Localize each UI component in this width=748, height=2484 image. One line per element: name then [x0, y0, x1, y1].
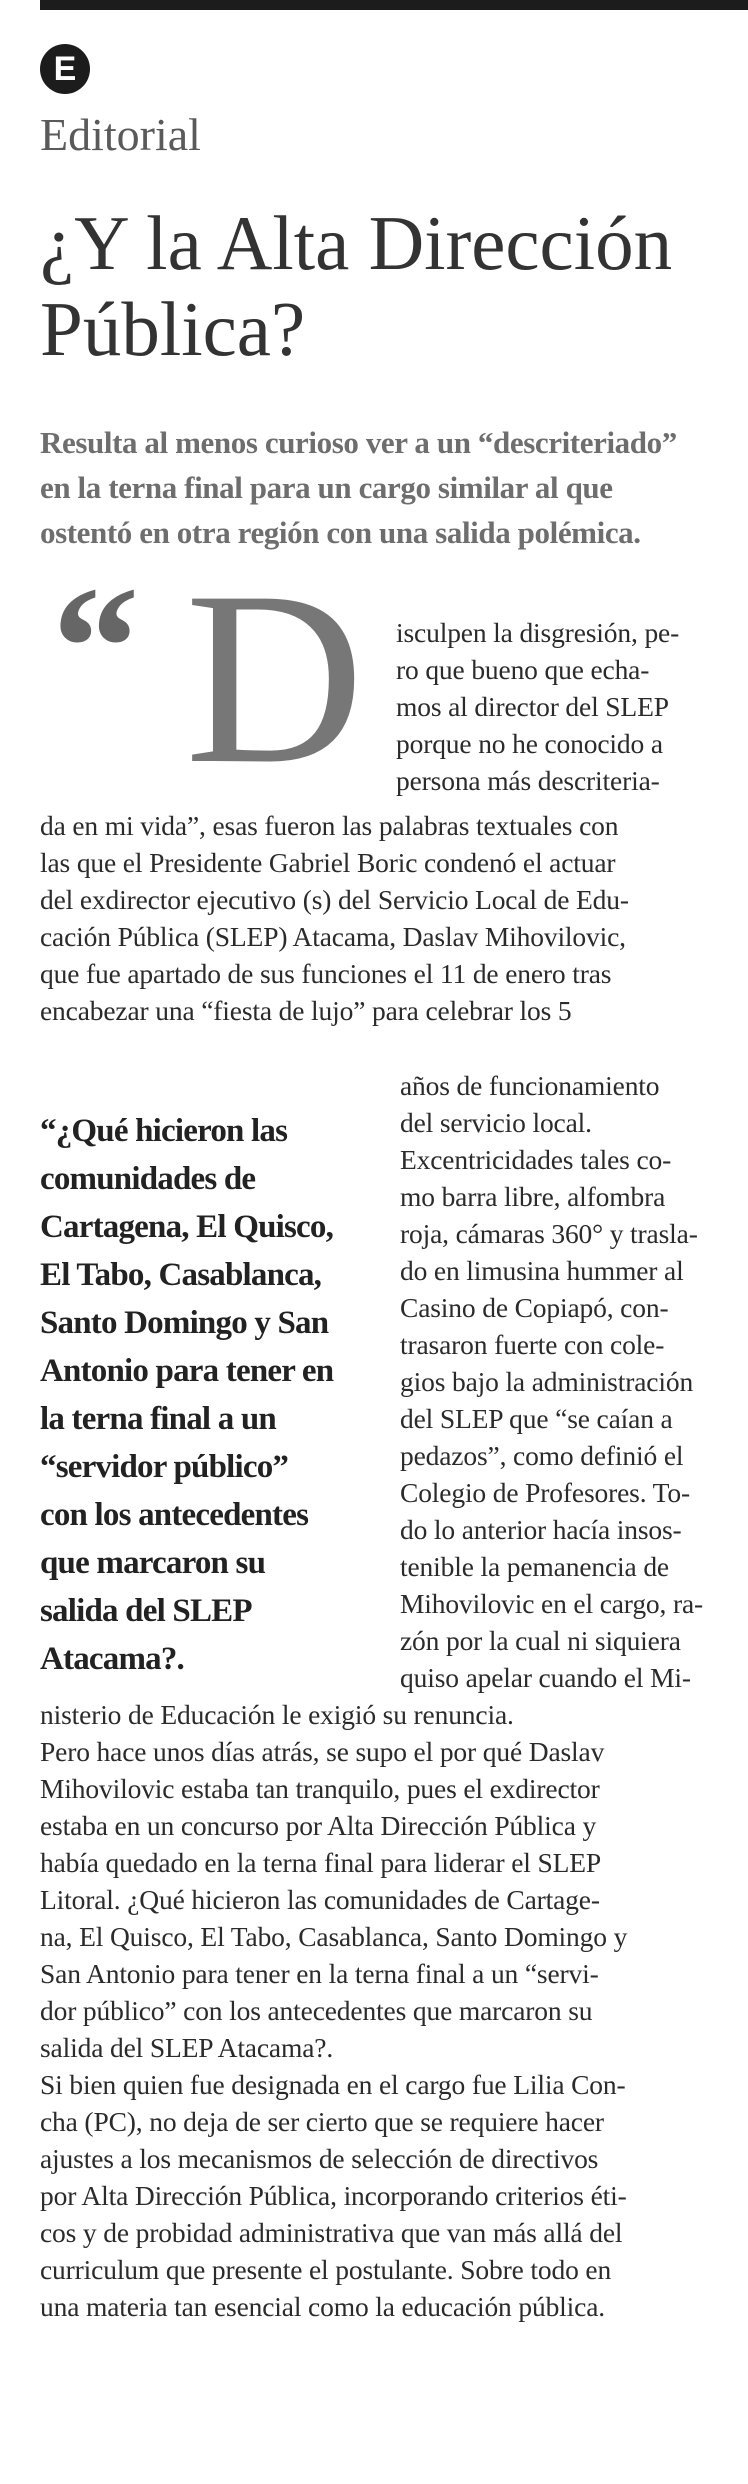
body-line: trasaron fuerte con cole- — [400, 1329, 665, 1360]
body-line: encabezar una “fiesta de lujo” para celebrar los 5 — [40, 995, 572, 1026]
body-block-1 — [40, 807, 748, 1029]
pull-quote-line: con los antecedentes — [40, 1497, 309, 1533]
pull-quote-line: El Tabo, Casablanca, — [40, 1257, 322, 1293]
body-line: mo barra libre, alfombra — [400, 1181, 666, 1212]
pull-quote-line: Santo Domingo y San — [40, 1305, 329, 1341]
opening-quote-mark: “ — [52, 550, 140, 744]
body-line: zón por la cual ni siquiera — [400, 1625, 681, 1656]
body-line: del exdirector ejecutivo (s) del Servicio Local de Edu- — [40, 884, 629, 915]
body-line: da en mi vida”, esas fueron las palabras textuales con — [40, 810, 619, 841]
body-line: cación Pública (SLEP) Atacama, Daslav Mihovilovic, — [40, 921, 626, 952]
pull-quote-line: Antonio para tener en — [40, 1353, 334, 1389]
headline — [40, 200, 720, 372]
body-line: mos al director del SLEP — [396, 691, 669, 722]
body-line: ajustes a los mecanismos de selección de directivos — [40, 2143, 599, 2174]
body-line: Litoral. ¿Qué hicieron las comunidades de Cartage- — [40, 1884, 600, 1915]
body-line: curriculum que presente el postulante. Sobre todo en — [40, 2254, 612, 2285]
lead-line: en la terna final para un cargo similar al que — [40, 470, 613, 505]
body-block-2 — [40, 1696, 748, 2325]
body-line: ro que bueno que echa- — [396, 654, 650, 685]
pull-quote-line: Cartagena, El Quisco, — [40, 1209, 334, 1245]
body-line: Casino de Copiapó, con- — [400, 1292, 669, 1323]
body-line: salida del SLEP Atacama?. — [40, 2032, 334, 2063]
body-line: porque no he conocido a — [396, 728, 663, 759]
body-line: roja, cámaras 360° y trasla- — [400, 1218, 698, 1249]
body-line: años de funcionamiento — [400, 1070, 660, 1101]
body-line: Si bien quien fue designada en el cargo fue Lilia Con- — [40, 2069, 626, 2100]
pull-quote-line: que marcaron su — [40, 1545, 266, 1581]
lead-line: ostentó en otra región con una salida polémica. — [40, 515, 641, 550]
body-line: Colegio de Profesores. To- — [400, 1477, 691, 1508]
body-line: había quedado en la terna final para liderar el SLEP — [40, 1847, 602, 1878]
drop-cap: D — [185, 540, 365, 815]
body-line: quiso apelar cuando el Mi- — [400, 1662, 691, 1693]
body-line: San Antonio para tener en la terna final a un “servi- — [40, 1958, 599, 1989]
body-line: Excentricidades tales co- — [400, 1144, 672, 1175]
body-line: una materia tan esencial como la educación pública. — [40, 2291, 606, 2322]
pull-quote-line: Atacama?. — [40, 1641, 185, 1677]
intro-text — [396, 614, 746, 799]
pull-quote — [40, 1107, 380, 1683]
body-line: Mihovilovic en el cargo, ra- — [400, 1588, 704, 1619]
pull-quote-line: “servidor público” — [40, 1449, 289, 1485]
body-line: las que el Presidente Gabriel Boric condenó el actuar — [40, 847, 616, 878]
section-label: Editorial — [40, 109, 201, 160]
pull-quote-line: salida del SLEP — [40, 1593, 252, 1629]
body-line: Mihovilovic estaba tan tranquilo, pues el exdirector — [40, 1773, 600, 1804]
pull-quote-line: “¿Qué hicieron las — [40, 1113, 288, 1149]
body-line: tenible la pemanencia de — [400, 1551, 669, 1582]
body-line: gios bajo la administración — [400, 1366, 694, 1397]
body-line: del SLEP que “se caían a — [400, 1403, 673, 1434]
body-line: do lo anterior hacía insos- — [400, 1514, 682, 1545]
body-line: do en limusina hummer al — [400, 1255, 684, 1286]
headline-line: ¿Y la Alta Dirección — [40, 200, 673, 286]
body-line: persona más descriteria- — [396, 765, 660, 796]
lead-line: Resulta al menos curioso ver a un “descriteriado” — [40, 425, 677, 460]
body-line: por Alta Dirección Pública, incorporando criterios éti- — [40, 2180, 627, 2211]
lead-paragraph — [40, 420, 730, 555]
right-column — [400, 1067, 745, 1696]
body-line: isculpen la disgresión, pe- — [396, 617, 680, 648]
body-line: dor público” con los antecedentes que marcaron su — [40, 1995, 593, 2026]
pull-quote-line: la terna final a un — [40, 1401, 276, 1437]
body-line: cha (PC), no deja de ser cierto que se requiere hacer — [40, 2106, 604, 2137]
body-line: pedazos”, como definió el — [400, 1440, 684, 1471]
body-line: na, El Quisco, El Tabo, Casablanca, Santo Domingo y — [40, 1921, 628, 1952]
body-line: cos y de probidad administrativa que van más allá del — [40, 2217, 623, 2248]
section-badge: E — [40, 44, 90, 94]
body-line: del servicio local. — [400, 1107, 592, 1138]
headline-line: Pública? — [40, 286, 306, 372]
body-line: nisterio de Educación le exigió su renuncia. — [40, 1699, 514, 1730]
body-line: que fue apartado de sus funciones el 11 de enero tras — [40, 958, 612, 989]
body-line: Pero hace unos días atrás, se supo el por qué Daslav — [40, 1736, 605, 1767]
top-rule — [40, 0, 748, 10]
body-line: estaba en un concurso por Alta Dirección Pública y — [40, 1810, 597, 1841]
pull-quote-line: comunidades de — [40, 1161, 256, 1197]
